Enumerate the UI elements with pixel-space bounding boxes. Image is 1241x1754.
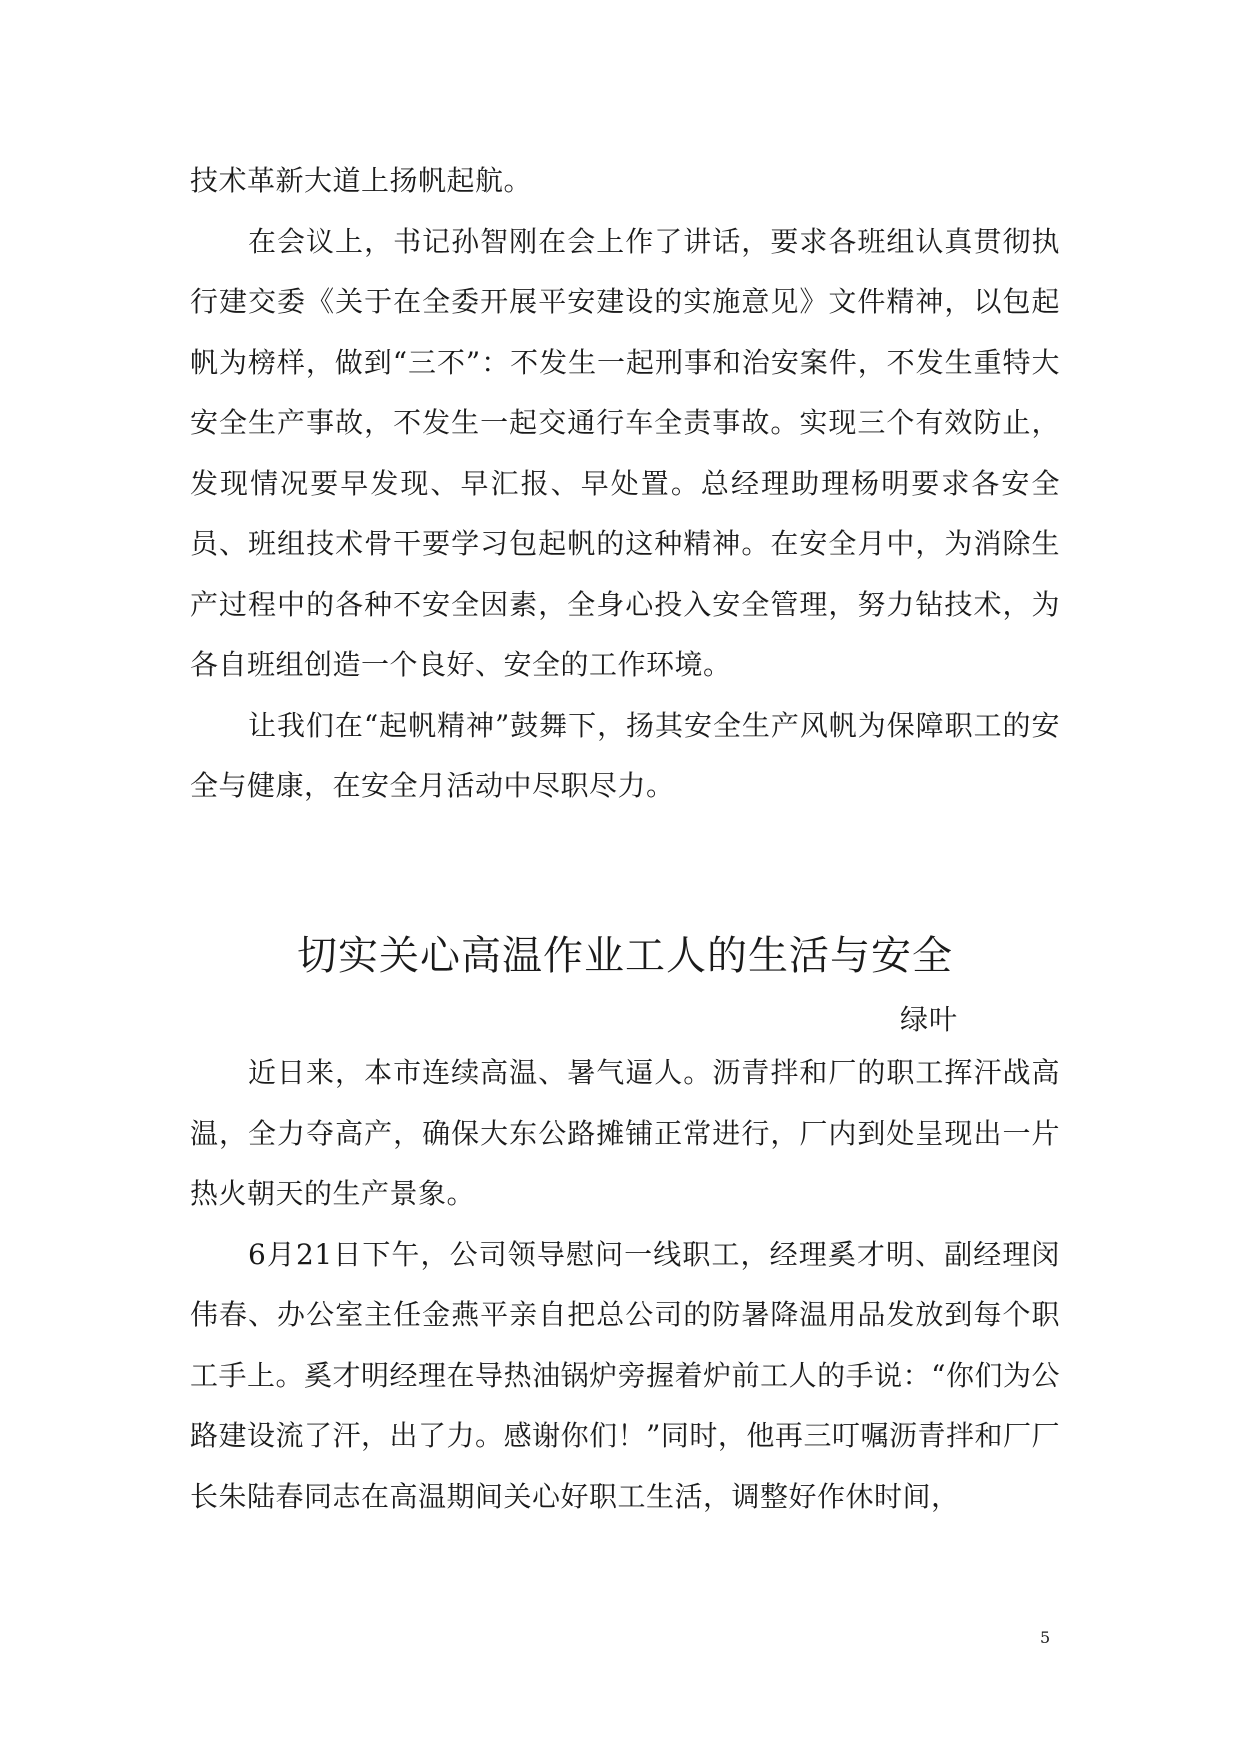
paragraph-closing: 让我们在“起帆精神”鼓舞下，扬其安全生产风帆为保障职工的安全与健康，在安全月活动中尽职尽力。 bbox=[190, 708, 1060, 802]
article-body bbox=[190, 1043, 1060, 1527]
page-number: 5 bbox=[1040, 1628, 1051, 1647]
article-continuation bbox=[190, 151, 1060, 817]
article-title: 切实关心高温作业工人的生活与安全 bbox=[297, 933, 953, 979]
paragraph-continuation: 技术革新大道上扬帆起航。 bbox=[190, 164, 533, 197]
paragraph-leaders-visit: 6月21日下午，公司领导慰问一线职工，经理奚才明、副经理闵伟春、办公室主任金燕平亲自把总公司的防暑降温用品发放到每个职工手上。奚才明经理在导热油锅炉旁握着炉前工人的手说：“你们为公路建设流了汗，出了力。感谢你们！”同时，他再三叮嘱沥青拌和厂厂长朱陆春同志在高温期间关心好职工生活，调整好作休时间， bbox=[190, 1237, 1060, 1513]
paragraph-heat-intro: 近日来，本市连续高温、暑气逼人。沥青拌和厂的职工挥汗战高温，全力夺高产，确保大东公路摊铺正常进行，厂内到处呈现出一片热火朝天的生产景象。 bbox=[190, 1056, 1060, 1210]
paragraph-meeting-speech: 在会议上，书记孙智刚在会上作了讲话，要求各班组认真贯彻执行建交委《关于在全委开展平安建设的实施意见》文件精神，以包起帆为榜样，做到“三不”：不发生一起刑事和治安案件，不发生重特大安全生产事故，不发生一起交通行车全责事故。实现三个有效防止，发现情况要早发现、早汇报、早处置。总经理助理杨明要求各安全员、班组技术骨干要学习包起帆的这种精神。在安全月中，为消除生产过程中的各种不安全因素，全身心投入安全管理，努力钻技术，为各自班组创造一个良好、安全的工作环境。 bbox=[190, 224, 1060, 681]
article-author: 绿叶 bbox=[900, 1003, 959, 1036]
